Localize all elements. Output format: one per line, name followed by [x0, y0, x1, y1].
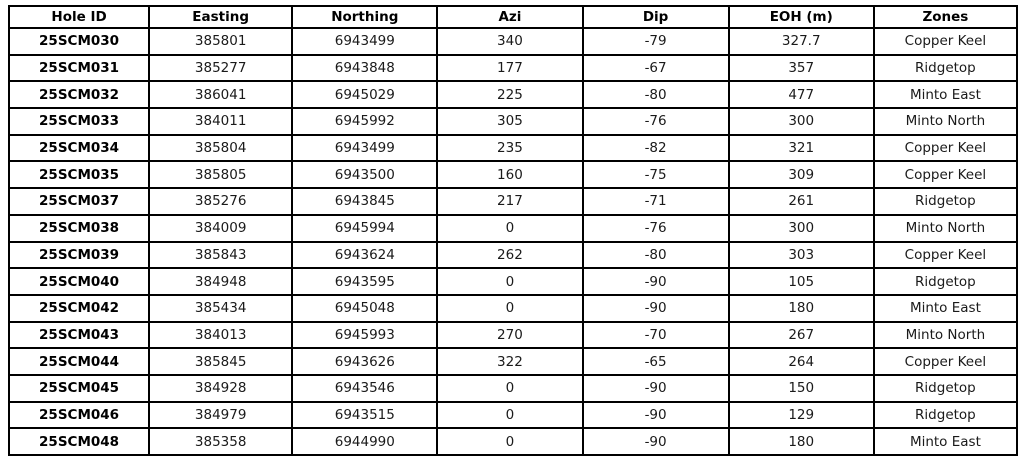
zones-cell: Ridgetop: [874, 188, 1017, 215]
hole-id-cell: 25SCM045: [9, 375, 149, 402]
northing-cell: 6943848: [292, 55, 437, 82]
header-row: [9, 6, 1017, 28]
azi-cell: 177: [437, 55, 582, 82]
hole-id-cell: 25SCM042: [9, 295, 149, 322]
azi-cell: 262: [437, 242, 582, 269]
easting-cell: 385804: [149, 135, 292, 162]
column-header-dip: Dip: [583, 6, 729, 28]
azi-cell: 0: [437, 402, 582, 429]
dip-cell: -76: [583, 108, 729, 135]
easting-cell: 386041: [149, 81, 292, 108]
easting-cell: 384948: [149, 268, 292, 295]
eoh-m-cell: 477: [729, 81, 874, 108]
hole-id-cell: 25SCM038: [9, 215, 149, 242]
eoh-m-cell: 129: [729, 402, 874, 429]
table-row: [9, 242, 1017, 269]
azi-cell: 0: [437, 375, 582, 402]
dip-cell: -76: [583, 215, 729, 242]
eoh-m-cell: 267: [729, 322, 874, 349]
zones-cell: Copper Keel: [874, 242, 1017, 269]
table-body: [9, 28, 1017, 455]
dip-cell: -82: [583, 135, 729, 162]
easting-cell: 385805: [149, 161, 292, 188]
column-header-eoh-m: EOH (m): [729, 6, 874, 28]
northing-cell: 6944990: [292, 428, 437, 455]
azi-cell: 225: [437, 81, 582, 108]
azi-cell: 322: [437, 348, 582, 375]
column-header-easting: Easting: [149, 6, 292, 28]
hole-id-cell: 25SCM044: [9, 348, 149, 375]
column-header-azi: Azi: [437, 6, 582, 28]
dip-cell: -90: [583, 268, 729, 295]
drill-hole-table-container: [8, 5, 1018, 456]
northing-cell: 6943624: [292, 242, 437, 269]
hole-id-cell: 25SCM031: [9, 55, 149, 82]
azi-cell: 235: [437, 135, 582, 162]
hole-id-cell: 25SCM033: [9, 108, 149, 135]
column-header-zones: Zones: [874, 6, 1017, 28]
column-header-northing: Northing: [292, 6, 437, 28]
northing-cell: 6943499: [292, 135, 437, 162]
table-row: [9, 188, 1017, 215]
eoh-m-cell: 261: [729, 188, 874, 215]
zones-cell: Copper Keel: [874, 161, 1017, 188]
hole-id-cell: 25SCM048: [9, 428, 149, 455]
dip-cell: -80: [583, 81, 729, 108]
easting-cell: 384979: [149, 402, 292, 429]
eoh-m-cell: 150: [729, 375, 874, 402]
northing-cell: 6945993: [292, 322, 437, 349]
northing-cell: 6945048: [292, 295, 437, 322]
table-row: [9, 28, 1017, 55]
dip-cell: -80: [583, 242, 729, 269]
northing-cell: 6943500: [292, 161, 437, 188]
easting-cell: 385277: [149, 55, 292, 82]
zones-cell: Copper Keel: [874, 348, 1017, 375]
azi-cell: 0: [437, 215, 582, 242]
azi-cell: 0: [437, 268, 582, 295]
hole-id-cell: 25SCM035: [9, 161, 149, 188]
easting-cell: 385358: [149, 428, 292, 455]
hole-id-cell: 25SCM046: [9, 402, 149, 429]
eoh-m-cell: 327.7: [729, 28, 874, 55]
drill-hole-table: [8, 5, 1018, 456]
table-row: [9, 81, 1017, 108]
zones-cell: Minto North: [874, 322, 1017, 349]
easting-cell: 385845: [149, 348, 292, 375]
hole-id-cell: 25SCM043: [9, 322, 149, 349]
easting-cell: 384011: [149, 108, 292, 135]
zones-cell: Minto East: [874, 295, 1017, 322]
azi-cell: 160: [437, 161, 582, 188]
table-row: [9, 55, 1017, 82]
table-row: [9, 135, 1017, 162]
eoh-m-cell: 321: [729, 135, 874, 162]
hole-id-cell: 25SCM040: [9, 268, 149, 295]
dip-cell: -90: [583, 402, 729, 429]
northing-cell: 6945994: [292, 215, 437, 242]
zones-cell: Copper Keel: [874, 28, 1017, 55]
hole-id-cell: 25SCM034: [9, 135, 149, 162]
azi-cell: 270: [437, 322, 582, 349]
zones-cell: Copper Keel: [874, 135, 1017, 162]
table-row: [9, 161, 1017, 188]
hole-id-cell: 25SCM030: [9, 28, 149, 55]
eoh-m-cell: 357: [729, 55, 874, 82]
northing-cell: 6943595: [292, 268, 437, 295]
northing-cell: 6943546: [292, 375, 437, 402]
dip-cell: -67: [583, 55, 729, 82]
northing-cell: 6943626: [292, 348, 437, 375]
zones-cell: Ridgetop: [874, 268, 1017, 295]
zones-cell: Ridgetop: [874, 55, 1017, 82]
table-row: [9, 268, 1017, 295]
eoh-m-cell: 180: [729, 428, 874, 455]
azi-cell: 217: [437, 188, 582, 215]
eoh-m-cell: 264: [729, 348, 874, 375]
easting-cell: 384009: [149, 215, 292, 242]
zones-cell: Minto East: [874, 81, 1017, 108]
dip-cell: -70: [583, 322, 729, 349]
northing-cell: 6943515: [292, 402, 437, 429]
azi-cell: 0: [437, 295, 582, 322]
table-row: [9, 322, 1017, 349]
dip-cell: -90: [583, 428, 729, 455]
azi-cell: 305: [437, 108, 582, 135]
eoh-m-cell: 180: [729, 295, 874, 322]
eoh-m-cell: 309: [729, 161, 874, 188]
dip-cell: -71: [583, 188, 729, 215]
table-row: [9, 215, 1017, 242]
table-row: [9, 375, 1017, 402]
zones-cell: Ridgetop: [874, 402, 1017, 429]
eoh-m-cell: 303: [729, 242, 874, 269]
hole-id-cell: 25SCM037: [9, 188, 149, 215]
easting-cell: 384928: [149, 375, 292, 402]
table-row: [9, 108, 1017, 135]
northing-cell: 6943499: [292, 28, 437, 55]
easting-cell: 385434: [149, 295, 292, 322]
easting-cell: 385276: [149, 188, 292, 215]
hole-id-cell: 25SCM032: [9, 81, 149, 108]
eoh-m-cell: 105: [729, 268, 874, 295]
table-row: [9, 402, 1017, 429]
dip-cell: -65: [583, 348, 729, 375]
zones-cell: Minto North: [874, 215, 1017, 242]
table-row: [9, 348, 1017, 375]
zones-cell: Minto North: [874, 108, 1017, 135]
dip-cell: -90: [583, 295, 729, 322]
dip-cell: -79: [583, 28, 729, 55]
column-header-hole-id: Hole ID: [9, 6, 149, 28]
northing-cell: 6943845: [292, 188, 437, 215]
northing-cell: 6945992: [292, 108, 437, 135]
easting-cell: 384013: [149, 322, 292, 349]
easting-cell: 385801: [149, 28, 292, 55]
eoh-m-cell: 300: [729, 215, 874, 242]
eoh-m-cell: 300: [729, 108, 874, 135]
table-row: [9, 295, 1017, 322]
dip-cell: -75: [583, 161, 729, 188]
easting-cell: 385843: [149, 242, 292, 269]
azi-cell: 340: [437, 28, 582, 55]
zones-cell: Ridgetop: [874, 375, 1017, 402]
table-row: [9, 428, 1017, 455]
dip-cell: -90: [583, 375, 729, 402]
hole-id-cell: 25SCM039: [9, 242, 149, 269]
northing-cell: 6945029: [292, 81, 437, 108]
zones-cell: Minto East: [874, 428, 1017, 455]
azi-cell: 0: [437, 428, 582, 455]
